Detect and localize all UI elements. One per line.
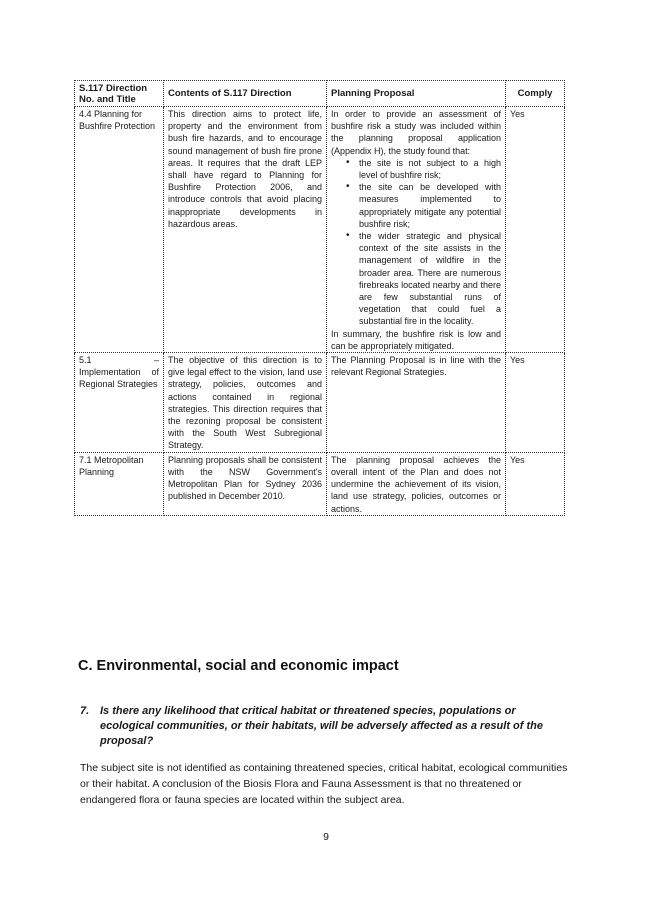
contents-cell: Planning proposals shall be consistent with the NSW Government's Metropolitan Plan for Sydney 2036 published in December 2010. bbox=[164, 452, 327, 515]
proposal-bullet-list bbox=[331, 157, 501, 328]
question-text: Is there any likelihood that critical habitat or threatened species, populations or ecological communities, or their habitats, will be adversely affected as a result of the proposal? bbox=[100, 705, 543, 747]
section-heading: C. Environmental, social and economic impact bbox=[78, 658, 399, 674]
proposal-cell bbox=[327, 107, 506, 353]
proposal-summary: In summary, the bushfire risk is low and can be appropriately mitigated. bbox=[331, 328, 501, 351]
list-item: • the wider strategic and physical context of the site assists in the management of wildfire in the broader area. There are numerous firebreaks located nearby and there are few substantial runs of vegetation that could fuel a substantial fire in the locality. bbox=[359, 230, 501, 328]
contents-cell: The objective of this direction is to give legal effect to the vision, land use strategy, policies, outcomes and actions contained in regional strategies. This direction requires that the rezoning proposal be consistent with the South West Subregional Strategy. bbox=[164, 353, 327, 453]
question-number: 7. bbox=[80, 705, 90, 717]
header-direction: S.117 Direction No. and Title bbox=[75, 81, 164, 107]
body-paragraph: The subject site is not identified as containing threatened species, critical habitat, ecological communities or their habitat. A conclusion of the Biosis Flora and Fauna Assessment is that no threatened or endangered flora or fauna species are located within the subject area. bbox=[80, 762, 568, 806]
header-contents: Contents of S.117 Direction bbox=[164, 81, 327, 107]
header-proposal: Planning Proposal bbox=[327, 81, 506, 107]
list-item: • the site can be developed with measures implemented to appropriately mitigate any potential bushfire risk; bbox=[359, 181, 501, 230]
list-item: • the site is not subject to a high level of bushfire risk; bbox=[359, 157, 501, 181]
contents-cell: This direction aims to protect life, property and the environment from bush fire hazards, and to encourage sound management of bush fire prone areas. It requires that the draft LEP shall have regard to Planning for Bushfire Protection 2006, and introduce controls that avoid placing inappropriate developments in hazardous areas. bbox=[164, 107, 327, 353]
proposal-intro: In order to provide an assessment of bushfire risk a study was included within the planning proposal application (Appendix H), the study found that: bbox=[331, 109, 501, 156]
proposal-cell: The Planning Proposal is in line with the relevant Regional Strategies. bbox=[327, 353, 506, 453]
comply-cell: Yes bbox=[506, 353, 565, 453]
comply-cell: Yes bbox=[506, 452, 565, 515]
header-comply: Comply bbox=[506, 81, 565, 107]
proposal-cell: The planning proposal achieves the overall intent of the Plan and does not undermine the achievement of its vision, land use strategy, policies, outcomes or actions. bbox=[327, 452, 506, 515]
s117-direction-table bbox=[74, 80, 565, 516]
direction-cell: 5.1 – Implementation of Regional Strategies bbox=[75, 353, 164, 453]
question-block bbox=[80, 704, 570, 749]
direction-cell: 4.4 Planning for Bushfire Protection bbox=[75, 107, 164, 353]
page-number: 9 bbox=[323, 831, 329, 843]
table-row bbox=[75, 107, 565, 353]
table-row bbox=[75, 452, 565, 515]
comply-cell: Yes bbox=[506, 107, 565, 353]
table-row bbox=[75, 353, 565, 453]
direction-cell: 7.1 Metropolitan Planning bbox=[75, 452, 164, 515]
table-header-row bbox=[75, 81, 565, 107]
